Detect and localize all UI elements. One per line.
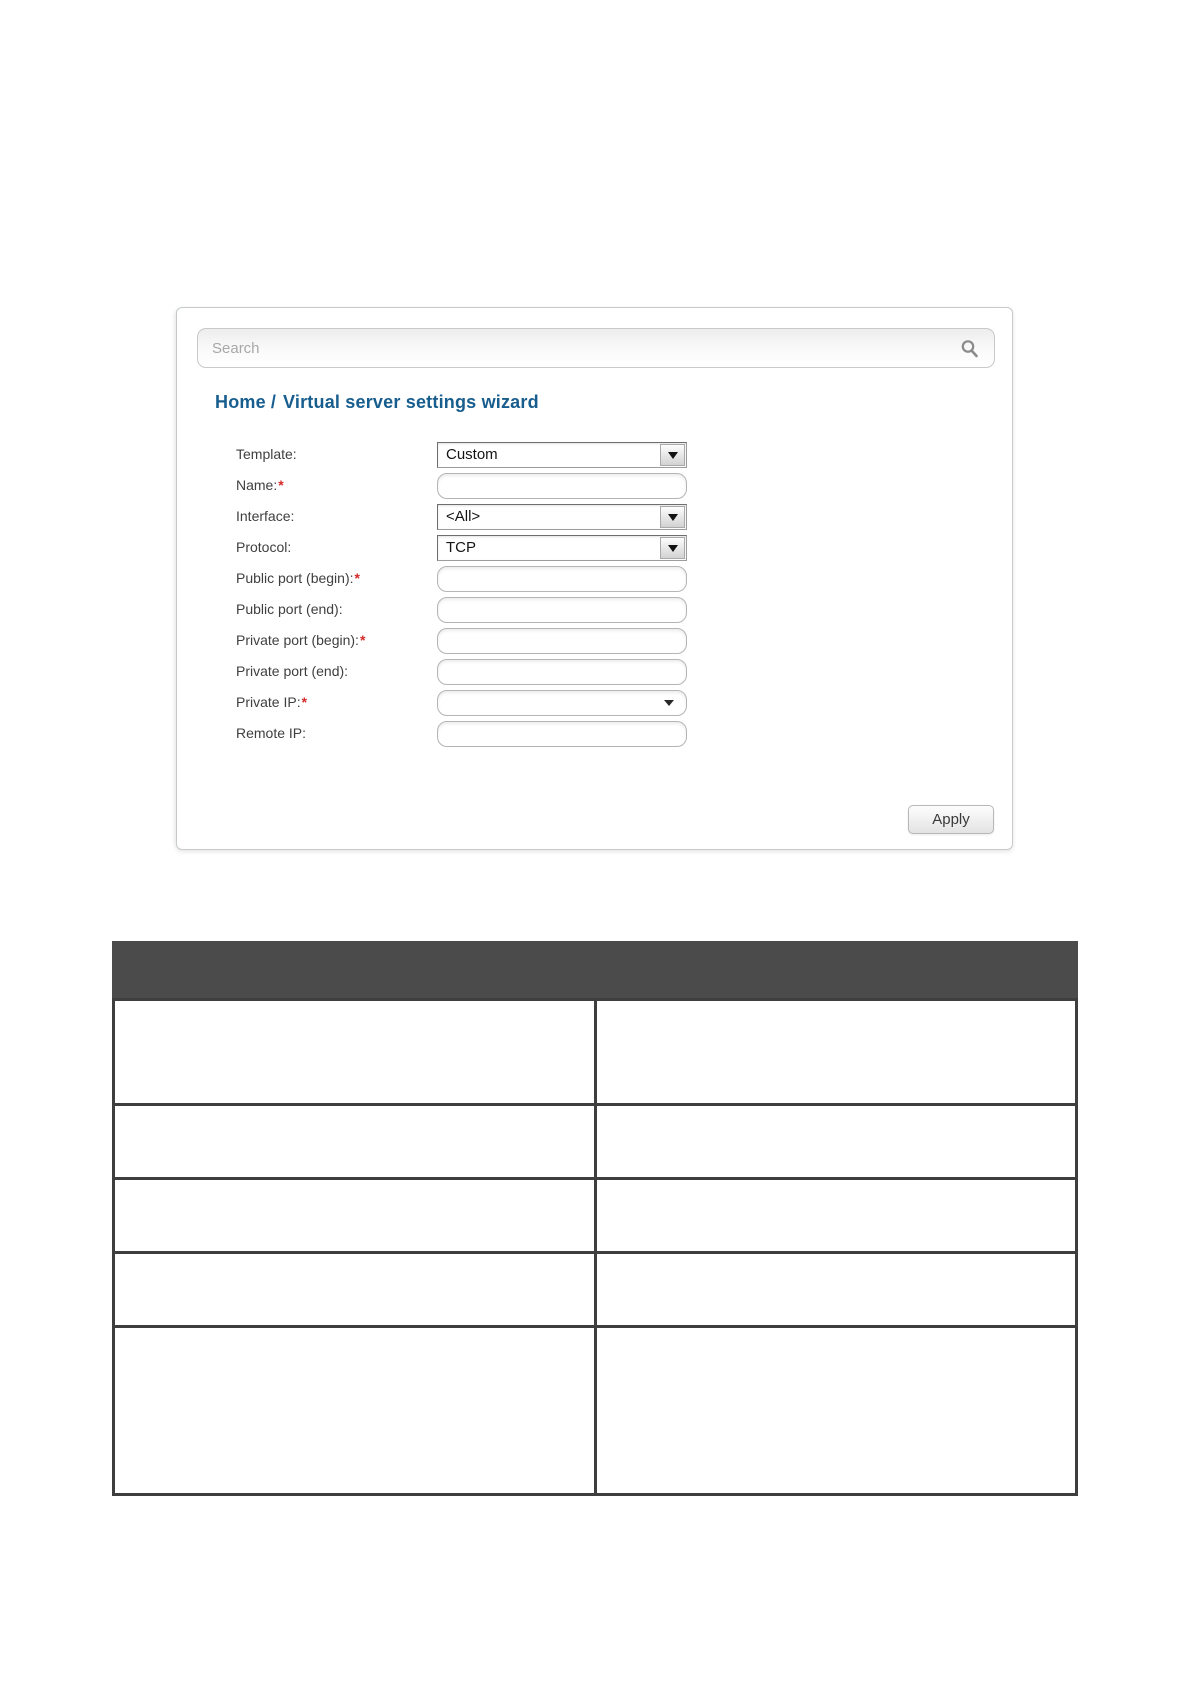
search-bar — [197, 328, 995, 368]
dropdown-arrow-icon — [660, 444, 685, 466]
interface-select[interactable] — [437, 504, 687, 530]
table-cell — [595, 1327, 1077, 1495]
form-row-private-port-end — [233, 658, 953, 689]
table-cell — [114, 1327, 596, 1495]
public-port-end-label: Public port (end): — [236, 601, 343, 617]
form-row-remote-ip — [233, 720, 953, 751]
table-header — [114, 943, 1077, 1000]
table-cell — [595, 1000, 1077, 1105]
interface-select-value: <All> — [446, 508, 481, 525]
table-header-row — [114, 943, 1077, 1000]
search-icon[interactable] — [959, 338, 981, 360]
name-field[interactable] — [437, 473, 687, 499]
form-row-protocol — [233, 534, 953, 565]
remote-ip-label: Remote IP: — [236, 725, 307, 741]
private-port-begin-label: Private port (begin): — [236, 632, 359, 648]
required-marker: * — [354, 570, 360, 586]
table-row — [114, 1105, 1077, 1179]
template-select-value: Custom — [446, 446, 498, 463]
breadcrumb-current: Virtual server settings wizard — [283, 392, 539, 412]
required-marker: * — [359, 632, 366, 648]
dropdown-arrow-icon — [660, 537, 685, 559]
dropdown-arrow-icon — [660, 506, 685, 528]
table-row — [114, 1179, 1077, 1253]
breadcrumb — [215, 392, 539, 413]
template-select[interactable] — [437, 442, 687, 468]
search-input[interactable] — [198, 329, 994, 367]
router-ui-panel — [176, 307, 1013, 850]
public-port-end-field[interactable] — [437, 597, 687, 623]
table-cell — [595, 1105, 1077, 1179]
table-row — [114, 1253, 1077, 1327]
parameters-table — [112, 941, 1078, 1496]
public-port-begin-field[interactable] — [437, 566, 687, 592]
private-ip-combobox[interactable] — [437, 690, 687, 716]
breadcrumb-separator: / — [270, 392, 277, 412]
breadcrumb-home-link[interactable]: Home — [215, 392, 266, 412]
table-cell — [114, 1253, 596, 1327]
table-cell — [114, 1179, 596, 1253]
table-row — [114, 1000, 1077, 1105]
private-port-end-field[interactable] — [437, 659, 687, 685]
public-port-begin-label: Public port (begin): — [236, 570, 354, 586]
required-marker: * — [301, 694, 308, 710]
required-marker: * — [278, 477, 284, 493]
table-cell — [595, 1253, 1077, 1327]
table-cell — [114, 1000, 596, 1105]
form-row-private-port-begin — [233, 627, 953, 658]
template-label: Template: — [236, 446, 297, 462]
protocol-select[interactable] — [437, 535, 687, 561]
form-row-template — [233, 441, 953, 472]
form-row-private-ip — [233, 689, 953, 720]
apply-button[interactable]: Apply — [908, 805, 994, 834]
combo-arrow-icon — [664, 700, 674, 706]
table-cell — [595, 1179, 1077, 1253]
table-cell — [114, 1105, 596, 1179]
form-row-public-port-begin — [233, 565, 953, 596]
form-row-name — [233, 472, 953, 503]
name-label: Name: — [236, 477, 278, 493]
interface-label: Interface: — [236, 508, 295, 524]
private-ip-label: Private IP: — [236, 694, 301, 710]
table-row — [114, 1327, 1077, 1495]
remote-ip-field[interactable] — [437, 721, 687, 747]
protocol-label: Protocol: — [236, 539, 292, 555]
protocol-select-value: TCP — [446, 539, 476, 556]
form-row-public-port-end — [233, 596, 953, 627]
private-port-begin-field[interactable] — [437, 628, 687, 654]
form-row-interface — [233, 503, 953, 534]
private-port-end-label: Private port (end): — [236, 663, 349, 679]
